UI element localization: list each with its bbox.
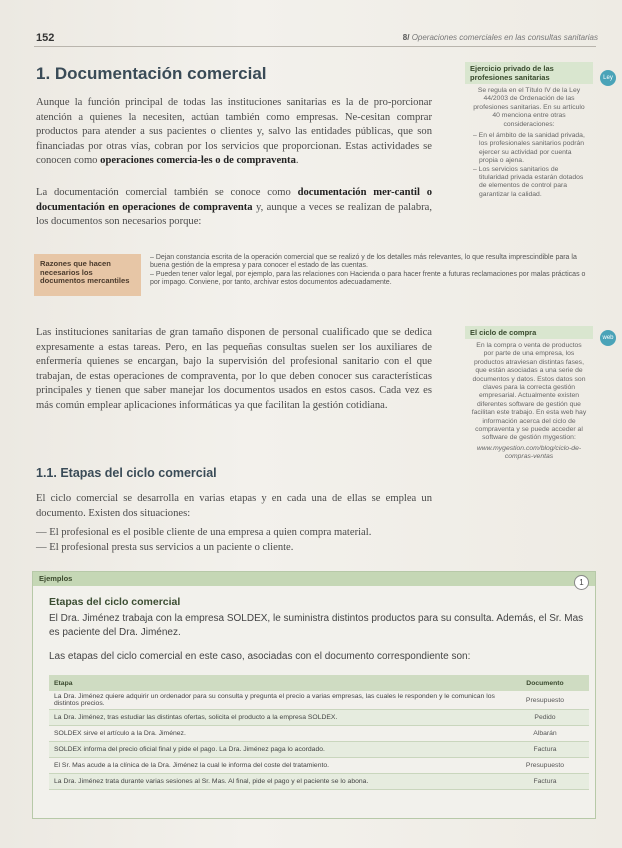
stage-cell: SOLDEX sirve el artículo a la Dra. Jiménez. (49, 726, 501, 742)
situation-item: — El profesional presta sus servicios a un paciente o cliente. (36, 542, 294, 553)
document-cell: Presupuesto (501, 691, 589, 710)
sidebar-body: En la compra o venta de productos por parte de una empresa, los productos atraviesan distintas fases, que están asociadas a una serie de documentos y datos. Estos datos son claves para la correcta gestión empresarial. Actualmente existen diferentes software de gestión que facilitan este trabajo. En esta web hay información acerca del ciclo de compraventa y se puede acceder al software de gestión mygestion: (471, 342, 587, 442)
sidebar-list (471, 132, 587, 199)
sidebar-purchase-cycle (465, 326, 593, 462)
page-number: 152 (36, 32, 55, 44)
running-header (403, 33, 598, 42)
stage-cell: El Sr. Mas acude a la clínica de la Dra. Jiménez la cual le informa del coste del tratamiento. (49, 758, 501, 774)
stage-cell: La Dra. Jiménez, tras estudiar las distintas ofertas, solicita el producto a la empresa SOLDEX. (49, 710, 501, 726)
table-row (49, 774, 589, 790)
situation-item: — El profesional es el posible cliente de una empresa a quien compra material. (36, 527, 372, 538)
example-number: 1 (574, 575, 589, 590)
table-row (49, 758, 589, 774)
sidebar-link[interactable]: www.mygestion.com/blog/ciclo-de-compras-ventas (476, 444, 582, 461)
table-header-row (49, 675, 589, 691)
sidebar-title: El ciclo de compra (465, 326, 593, 339)
example-header (33, 572, 595, 586)
section-title: 1. Documentación comercial (36, 64, 267, 83)
intro-paragraph: Aunque la función principal de todas las instituciones sanitarias es la de pro-porcionar atención a quienes la necesiten, actúan también como empresas. Ne-cesitan comprar productos para atender a sus pacientes o clientes y, salvo las entidades públicas, que son financiadas por otras vías, cobran por los servicios que proporcionan. Estas actividades se conocen como operaciones comercia-les o de compraventa. (36, 97, 432, 167)
table-row (49, 691, 589, 710)
example-title: Etapas del ciclo comercial (49, 596, 181, 608)
web-badge-icon: web (600, 330, 616, 346)
column-header-document: Documento (501, 675, 589, 691)
document-cell: Albarán (501, 726, 589, 742)
mercantile-paragraph: La documentación comercial también se conoce como documentación mer-cantil o documentación en operaciones de compraventa y, aunque a veces se realizan de palabra, los documentos son necesarios porque: (36, 187, 432, 228)
stage-cell: SOLDEX informa del precio oficial final y pide el pago. La Dra. Jiménez paga lo acordado. (49, 742, 501, 758)
document-cell: Presupuesto (501, 758, 589, 774)
sidebar-intro: Se regula en el Título IV de la Ley 44/2003 de Ordenación de las profesiones sanitarias. En su artículo 40 menciona entre otras consideraciones: (473, 87, 585, 128)
table-body (49, 691, 589, 790)
column-header-stage: Etapa (49, 675, 501, 691)
reasons-box (34, 254, 592, 296)
running-title: Operaciones comerciales en las consultas sanitarias (411, 33, 598, 42)
example-text: Las etapas del ciclo comercial en este caso, asociadas con el documento correspondiente son: (49, 651, 471, 662)
example-box (32, 571, 596, 819)
table-row (49, 742, 589, 758)
stage-cell: La Dra. Jiménez quiere adquirir un ordenador para su consulta y pregunta el precio a varias empresas, las cuales le responden y le comunican los distintos precios. (49, 691, 501, 710)
reasons-list (150, 254, 590, 288)
subsection-title: 1.1. Etapas del ciclo comercial (36, 466, 217, 480)
stage-cell: La Dra. Jiménez trata durante varias sesiones al Sr. Mas. Al final, pide el pago y el paciente se lo abona. (49, 774, 501, 790)
reason-item: – Pueden tener valor legal, por ejemplo, para las relaciones con Hacienda o para hacer frente a futuras reclamaciones por malas prácticas o por impago. Conviene, por tanto, archivar estos documentos adecuadamente. (150, 270, 586, 287)
sidebar-list-item: – En el ámbito de la sanidad privada, los profesionales sanitarios podrán ejercer su actividad por cuenta propia o ajena. (473, 132, 585, 165)
document-cell: Factura (501, 774, 589, 790)
unit-number: 8/ (402, 33, 410, 42)
example-header-label: Ejemplos (39, 574, 73, 583)
table-row (49, 710, 589, 726)
reasons-label: Razones que hacen necesarios los documentos mercantiles (34, 254, 141, 296)
document-cell: Pedido (501, 710, 589, 726)
example-text: El Dra. Jiménez trabaja con la empresa SOLDEX, le suministra distintos productos para su consulta. Además, el Sr. Mas es paciente del Dra. Jiménez. (49, 613, 584, 638)
sidebar-private-practice (465, 62, 593, 199)
table-row (49, 726, 589, 742)
reason-item: – Dejan constancia escrita de la operación comercial que se realizó y de los detalles más relevantes, lo que resulta imprescindible para la buena gestión de la empresa y para conocer el estado de las cuentas. (150, 254, 577, 270)
header-rule (34, 46, 596, 47)
document-cell: Factura (501, 742, 589, 758)
law-badge-icon: Ley (600, 70, 616, 86)
staff-paragraph: Las instituciones sanitarias de gran tamaño disponen de personal cualificado que se dedica expresamente a estas tareas. Pero, en las pequeñas consultas suelen ser los auxiliares de enfermería quienes se encargan, bajo la supervisión del profesional sanitario con el que trabajan, de estas operaciones de compraventa, por lo que deben conocer sus características principales y tienen que saber manejar los documentos usados en estos casos. Cada vez es más común emplear aplicaciones informáticas ya que facilitan la gestión cotidiana. (36, 327, 432, 411)
sidebar-list-item: – Los servicios sanitarios de titularidad privada estarán dotados de elementos de control para garantizar la calidad. (473, 165, 584, 198)
stages-table (49, 675, 589, 790)
sidebar-title: Ejercicio privado de las profesiones sanitarias (465, 62, 593, 84)
subsection-intro: El ciclo comercial se desarrolla en varias etapas y en cada una de ellas se emplea un documento. Existen dos situaciones: (36, 493, 432, 519)
